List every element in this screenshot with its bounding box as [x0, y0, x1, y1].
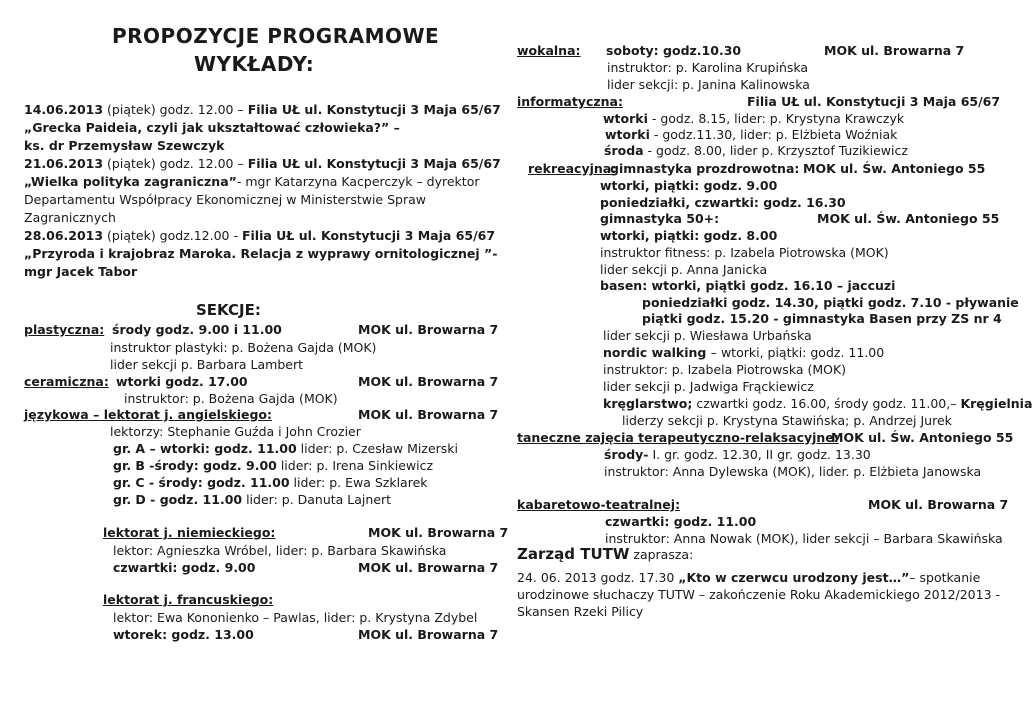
section-place: MOK ul. Św. Antoniego 55 [803, 161, 986, 176]
board-invite [517, 546, 693, 563]
section-place: MOK ul. Browarna 7 [358, 560, 499, 575]
section-leader: lider sekcji p. Jadwiga Frąckiewicz [603, 379, 814, 394]
section-instructor: instruktor: Anna Dylewska (MOK), lider. p. Elżbieta Janowska [604, 464, 982, 479]
section-lecturers: lektorzy: Stephanie Guźda i John Crozier [110, 424, 361, 439]
section-time: czwartki: godz. 11.00 [605, 514, 757, 529]
lecture-date: 14.06.2013 [24, 102, 104, 117]
lecture-3-speaker: mgr Jacek Tabor [24, 264, 138, 279]
section-label-francuski: lektorat j. francuskiego: [103, 592, 274, 607]
section-instructor: instruktor: p. Bożena Gajda (MOK) [124, 391, 338, 406]
schedule-day: wtorki [603, 111, 648, 126]
schedule-detail: - godz. 8.00, lider p. Krzysztof Tuzikiewicz [643, 143, 908, 158]
lecture-2-date-line [24, 155, 501, 172]
schedule-time: wtorki, piątki: godz. 8.00 [600, 228, 778, 243]
lecture-day: (piątek) godz. 12.00 – [103, 156, 248, 171]
group-leader: lider: p. Irena Sinkiewicz [276, 458, 434, 473]
lecture-place: Filia UŁ ul. Konstytucji 3 Maja 65/67 [247, 102, 501, 117]
lecture-1-topic: „Grecka Paideia, czyli jak ukształtować człowieka?” – [24, 120, 400, 135]
section-place: MOK ul. Browarna 7 [868, 497, 1009, 512]
lecture-speaker: - mgr Katarzyna Kacperczyk – dyrektor [236, 174, 480, 189]
lecture-place: Filia UŁ ul. Konstytucji 3 Maja 65/67 [241, 228, 496, 243]
section-leader: lider sekcji p. Wiesława Urbańska [603, 328, 812, 343]
section-lecturer: lektor: Agnieszka Wróbel, lider: p. Barbara Skawińska [113, 543, 447, 558]
lecture-2-desc-1: Departamentu Współpracy Ekonomicznej w Ministerstwie Spraw [24, 192, 426, 207]
schedule-row [604, 446, 871, 463]
group-time: gr. D - godz. 11.00 [113, 492, 243, 507]
section-leader: lider sekcji: p. Janina Kalinowska [607, 77, 810, 92]
lecture-1-speaker: ks. dr Przemysław Szewczyk [24, 138, 225, 153]
section-leader: lider sekcji p. Barbara Lambert [110, 357, 304, 372]
schedule-row [605, 126, 897, 143]
activity-name: kręglarstwo; [603, 396, 693, 411]
lecture-date: 21.06.2013 [24, 156, 104, 171]
lecture-2-desc-2: Zagranicznych [24, 210, 116, 225]
group-row [113, 491, 391, 508]
activity-place: Kręgielnia [960, 396, 1032, 411]
lecture-3-date-line [24, 227, 495, 244]
section-place: Filia UŁ ul. Konstytucji 3 Maja 65/67 [747, 94, 1001, 109]
section-time: wtorek: godz. 13.00 [113, 627, 254, 642]
group-leader: lider: p. Ewa Szklarek [289, 475, 428, 490]
section-leader: lider sekcji p. Anna Janicka [600, 262, 768, 277]
section-time: wtorki godz. 17.00 [116, 374, 248, 389]
section-place: MOK ul. Św. Antoniego 55 [817, 211, 1000, 226]
event-line-2: urodzinowe słuchaczy TUTW – zakończenie Roku Akademickiego 2012/2013 - [517, 587, 1001, 602]
section-label-rekreacyjna: rekreacyjna: [528, 161, 617, 176]
schedule-detail: czwartki godz. 16.00, środy godz. 11.00,– [692, 396, 961, 411]
pool-schedule: piątki godz. 15.20 - gimnastyka Basen przy ZS nr 4 [642, 311, 1002, 326]
page-title: PROPOZYCJE PROGRAMOWE [112, 24, 440, 48]
section-time: soboty: godz.10.30 [606, 43, 742, 58]
group-time: gr. B -środy: godz. 9.00 [113, 458, 277, 473]
group-row [113, 474, 428, 491]
section-instructor: instruktor fitness: p. Izabela Piotrowska (MOK) [600, 245, 889, 260]
group-row [113, 440, 458, 457]
section-instructor: instruktor: p. Karolina Krupińska [607, 60, 809, 75]
section-instructor: instruktor: p. Izabela Piotrowska (MOK) [603, 362, 847, 377]
section-place: MOK ul. Browarna 7 [358, 322, 499, 337]
schedule-time: poniedziałki, czwartki: godz. 16.30 [600, 195, 846, 210]
section-label-taneczne: taneczne zajęcia terapeutyczno-relaksacyjne: [517, 430, 839, 445]
section-instructor: instruktor: Anna Nowak (MOK), lider sekcji – Barbara Skawińska [605, 531, 1003, 546]
event-line-3: Skansen Rzeki Pilicy [517, 604, 644, 619]
lecture-3-topic: „Przyroda i krajobraz Maroka. Relacja z wyprawy ornitologicznej ”- [24, 246, 498, 261]
section-label-informatyczna: informatyczna: [517, 94, 623, 109]
schedule-day: środa [604, 143, 644, 158]
lectures-heading: WYKŁADY: [194, 52, 315, 76]
nordic-walking-row [603, 344, 884, 361]
board-name: Zarząd TUTW [517, 545, 630, 563]
section-place: MOK ul. Browarna 7 [358, 627, 499, 642]
section-label-kabaret: kabaretowo-teatralnej: [517, 497, 681, 512]
section-time: środy godz. 9.00 i 11.00 [112, 322, 282, 337]
lecture-date: 28.06.2013 [24, 228, 104, 243]
section-place: MOK ul. Św. Antoniego 55 [831, 430, 1014, 445]
section-label-niemiecki: lektorat j. niemieckiego: [103, 525, 276, 540]
schedule-row [604, 142, 908, 159]
section-instructor: instruktor plastyki: p. Bożena Gajda (MOK) [110, 340, 377, 355]
activity-heading: gimnastyka 50+: [600, 211, 720, 226]
schedule-detail: I. gr. godz. 12.30, II gr. godz. 13.30 [648, 447, 871, 462]
bowling-row [603, 395, 1032, 412]
board-invite-text: zaprasza: [629, 547, 694, 562]
lecture-day: (piątek) godz.12.00 - [103, 228, 242, 243]
sections-heading: SEKCJE: [196, 301, 261, 319]
lecture-place: Filia UŁ ul. Konstytucji 3 Maja 65/67 [247, 156, 501, 171]
lecture-2-topic [24, 173, 479, 190]
lecture-topic: „Wielka polityka zagraniczna” [24, 174, 237, 189]
activity-heading: gimnastyka prozdrowotna: [610, 161, 800, 176]
section-label-ceramiczna: ceramiczna: [24, 374, 109, 389]
schedule-detail: - godz.11.30, lider: p. Elżbieta Woźniak [649, 127, 898, 142]
schedule-detail: - godz. 8.15, lider: p. Krystyna Krawczyk [647, 111, 905, 126]
schedule-row [603, 110, 904, 127]
group-time: gr. A – wtorki: godz. 11.00 [113, 441, 297, 456]
section-leader: liderzy sekcji p. Krystyna Stawińska; p. Andrzej Jurek [622, 413, 952, 428]
group-leader: lider: p. Czesław Mizerski [296, 441, 458, 456]
section-label-wokalna: wokalna: [517, 43, 581, 58]
event-desc: – spotkanie [909, 570, 981, 585]
pool-schedule: basen: wtorki, piątki godz. 16.10 – jaccuzi [600, 278, 896, 293]
event-date: 24. 06. 2013 godz. 17.30 [517, 570, 679, 585]
section-lecturer: lektor: Ewa Kononienko – Pawlas, lider: p. Krystyna Zdybel [113, 610, 478, 625]
pool-schedule: poniedziałki godz. 14.30, piątki godz. 7.10 - pływanie [642, 295, 1019, 310]
group-leader: lider: p. Danuta Lajnert [242, 492, 392, 507]
section-time: czwartki: godz. 9.00 [113, 560, 256, 575]
event-line-1 [517, 569, 980, 586]
schedule-detail: – wtorki, piątki: godz. 11.00 [710, 345, 885, 360]
group-row [113, 457, 433, 474]
lecture-day: (piątek) godz. 12.00 – [103, 102, 248, 117]
group-time: gr. C - środy: godz. 11.00 [113, 475, 290, 490]
activity-name: nordic walking [603, 345, 711, 360]
section-place: MOK ul. Browarna 7 [358, 407, 499, 422]
section-label-angielski: językowa – lektorat j. angielskiego: [24, 407, 273, 422]
event-title: „Kto w czerwcu urodzony jest…” [678, 570, 910, 585]
schedule-day: wtorki [605, 127, 650, 142]
section-place: MOK ul. Browarna 7 [824, 43, 965, 58]
section-place: MOK ul. Browarna 7 [358, 374, 499, 389]
section-label-plastyczna: plastyczna: [24, 322, 105, 337]
schedule-day: środy- [604, 447, 649, 462]
lecture-1-date-line [24, 101, 501, 118]
schedule-time: wtorki, piątki: godz. 9.00 [600, 178, 778, 193]
section-place: MOK ul. Browarna 7 [368, 525, 509, 540]
